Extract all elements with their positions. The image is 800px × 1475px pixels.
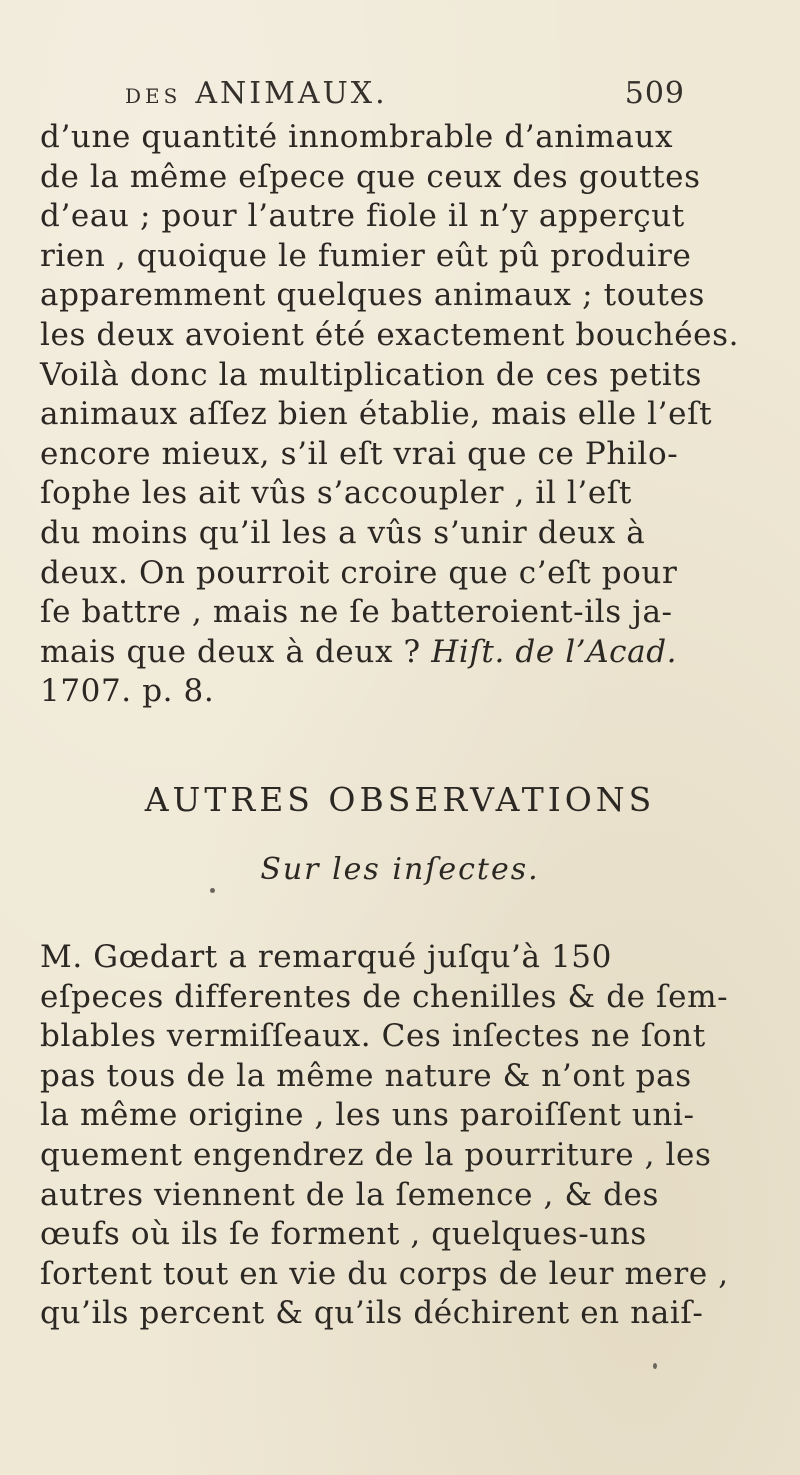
text-line: œufs où ils ſe forment , quelques-uns xyxy=(40,1216,647,1253)
text-line: ſe battre , mais ne ſe batteroient-ils ja- xyxy=(40,594,673,631)
text-line: d’une quantité innombrable d’animaux xyxy=(40,119,674,155)
text-line: ſophe les ait vûs s’accoupler , il l’eſt xyxy=(40,475,632,512)
section-heading: AUTRES OBSERVATIONS xyxy=(144,780,656,819)
text-line: M. Gœdart a remarqué juſqu’à 150 xyxy=(40,939,612,975)
text-line: ſortent tout en vie du corps de leur mere , xyxy=(40,1255,729,1292)
text-line: animaux aſſez bien établie, mais elle l’eſt xyxy=(40,396,713,433)
running-head-title: ANIMAUX. xyxy=(195,76,388,111)
text-line: la même origine , les uns paroiſſent uni- xyxy=(40,1097,695,1134)
text-line: deux. On pourroit croire que c’eſt pour xyxy=(40,554,678,591)
page-number: 509 xyxy=(624,76,685,111)
citation: Hiſt. de l’Acad. xyxy=(431,633,678,670)
text-line: autres viennent de la ſemence , & des xyxy=(40,1176,659,1213)
text-line: d’eau ; pour l’autre fiole il n’y apperçut xyxy=(40,198,685,235)
text-line: Voilà donc la multiplication de ces petits xyxy=(40,356,702,393)
text-fragment: mais que deux à deux ? xyxy=(40,633,421,670)
text-line: qu’ils percent & qu’ils déchirent en naiſ- xyxy=(40,1295,704,1332)
text-line: blables vermiſſeaux. Ces inſectes ne ſont xyxy=(40,1018,706,1055)
text-line: pas tous de la même nature & n’ont pas xyxy=(40,1057,692,1094)
text-line: de la même eſpece que ceux des gouttes xyxy=(40,158,701,195)
text-line-with-citation xyxy=(40,633,752,673)
text-line: encore mieux, s’il eſt vrai que ce Philo- xyxy=(40,435,679,472)
text-line: apparemment quelques animaux ; toutes xyxy=(40,277,706,314)
citation-year: 1707. p. 8. xyxy=(40,673,215,710)
paper-speck xyxy=(653,1363,657,1369)
text-line: rien , quoique le fumier eût pû produire xyxy=(40,237,692,274)
paper-speck xyxy=(210,888,215,893)
sub-heading: Sur les inſectes. xyxy=(260,852,540,887)
text-line: quement engendrez de la pourriture , les xyxy=(40,1136,712,1173)
paragraph-2 xyxy=(40,938,752,1334)
text-line: du moins qu’il les a vûs s’unir deux à xyxy=(40,514,646,551)
running-head-prefix: DES xyxy=(125,84,182,108)
text-line: eſpeces differentes de chenilles & de ſem- xyxy=(40,978,729,1015)
paragraph-1 xyxy=(40,118,752,712)
running-head xyxy=(125,76,685,111)
text-line: les deux avoient été exactement bouchées. xyxy=(40,316,740,353)
